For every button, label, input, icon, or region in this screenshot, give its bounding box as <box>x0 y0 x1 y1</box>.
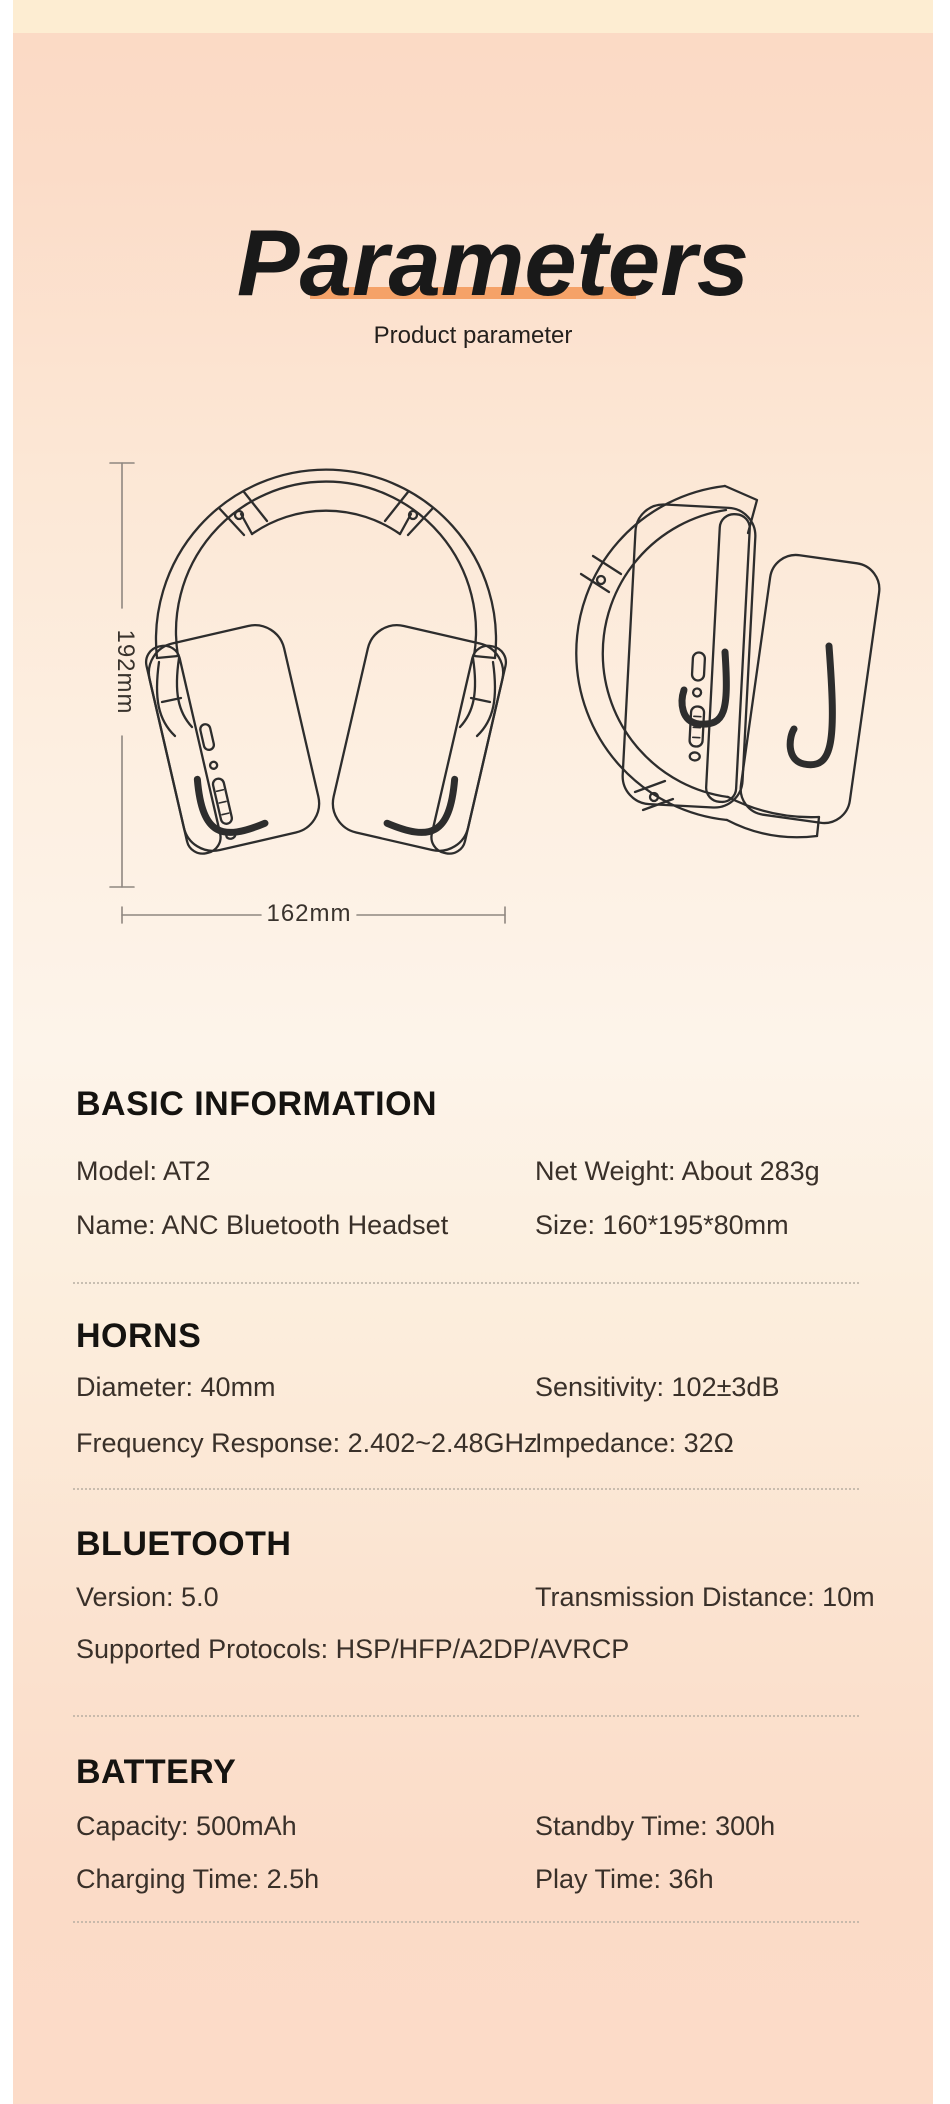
spec-value-model: Model: AT2 <box>76 1156 211 1186</box>
headphones-dimension-diagram <box>13 440 933 940</box>
spec-row <box>76 1863 868 1895</box>
spec-value-capacity: Capacity: 500mAh <box>76 1811 297 1841</box>
spec-value-sensitivity: Sensitivity: 102±3dB <box>535 1372 780 1402</box>
spec-row <box>76 1581 875 1613</box>
spec-value-supported-protocols: Supported Protocols: HSP/HFP/A2DP/AVRCP <box>76 1634 630 1664</box>
section-divider <box>73 1282 859 1284</box>
section-divider <box>73 1488 859 1490</box>
headphones-folded-icon <box>576 486 882 837</box>
spec-row <box>76 1810 868 1842</box>
spec-value-impedance: Impedance: 32Ω <box>535 1428 734 1458</box>
spec-value-frequency-response: Frequency Response: 2.402~2.48GHz <box>76 1428 538 1458</box>
spec-value-name: Name: ANC Bluetooth Headset <box>76 1210 449 1240</box>
spec-value-charging-time: Charging Time: 2.5h <box>76 1864 320 1894</box>
page-background <box>13 0 933 2104</box>
section-heading-battery: BATTERY <box>76 1753 237 1791</box>
spec-value-net-weight: Net Weight: About 283g <box>535 1156 820 1186</box>
spec-row <box>76 1371 868 1403</box>
section-divider <box>73 1921 859 1923</box>
spec-value-size: Size: 160*195*80mm <box>535 1210 789 1240</box>
section-heading-bluetooth: BLUETOOTH <box>76 1525 292 1563</box>
width-dimension-label: 162mm <box>266 900 352 927</box>
spec-value-bluetooth-version: Version: 5.0 <box>76 1582 219 1612</box>
spec-value-diameter: Diameter: 40mm <box>76 1372 276 1402</box>
section-heading-basic-information: BASIC INFORMATION <box>76 1085 438 1123</box>
page-title: Parameters <box>236 210 750 315</box>
spec-value-standby-time: Standby Time: 300h <box>535 1811 776 1841</box>
headphones-front-icon <box>143 470 509 857</box>
page-subtitle: Product parameter <box>373 322 573 349</box>
spec-row <box>76 1209 868 1241</box>
section-heading-horns: HORNS <box>76 1317 202 1355</box>
section-divider <box>73 1715 859 1717</box>
top-cream-band <box>13 0 933 33</box>
height-dimension-label: 192mm <box>112 629 139 715</box>
spec-value-play-time: Play Time: 36h <box>535 1864 714 1894</box>
spec-row <box>76 1427 868 1459</box>
spec-row <box>76 1155 868 1187</box>
spec-value-transmission-distance: Transmission Distance: 10m <box>535 1582 875 1612</box>
spec-row <box>76 1633 868 1665</box>
